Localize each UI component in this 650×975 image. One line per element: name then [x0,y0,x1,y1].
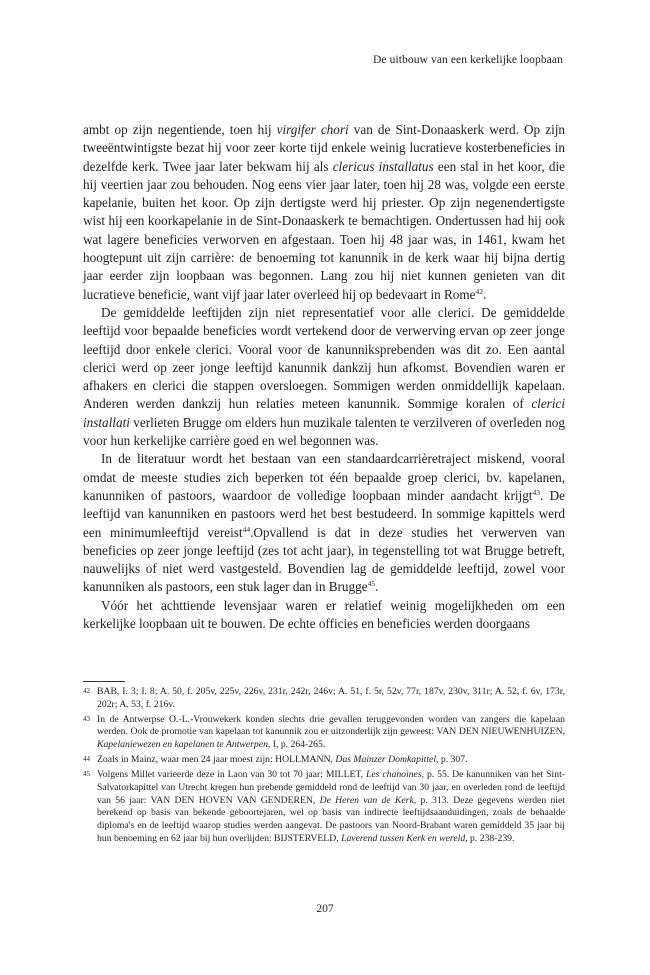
footnote-divider [83,681,125,682]
footnote-title: Laverend tussen Kerk en wereld [341,832,466,844]
footnote-text: , p. 313. Deze gegevens werden niet berekend op basis van bekende geboortejaren, wel op basis van indirecte leeftijdsaanduidingen, zoals de behaalde diploma's en de leeftijd waarop studies werden aangevat. De pastoors van Noord-Brabant waren gemiddeld 35 jaar bij hun benoeming en 62 jaar bij hun overlijden: BIJSTERVELD, [97,794,565,844]
footnote-text: Volgens Millet varieerde deze in Laon van 30 tot 70 jaar: MILLET, [97,769,366,781]
footnote-title: Das Mainzer Domkapittel [335,754,437,766]
italic-term: clerici installati [83,396,565,430]
paragraph-3 [83,450,565,596]
footnote-number: 45 [83,770,90,779]
text-segment: een stal in het koor, die hij veertien jaar zou behouden. Nog eens vier jaar later, toen hij 28 was, volgde een eerste kapelanie, buiten het koor. Op zijn dertigste werd hij priester. Op zijn negenendertigste wist hij een koorkapelanie in de Sint-Donaaskerk te bemachtigen. Ondertussen had hij ook wat lagere beneficies verworven en afgestaan. Toen hij 48 jaar was, in 1461, kwam het hoogtepunt uit zijn carrière: de benoeming tot kanunnik in de kerk waar hij bijna dertig jaar eerder zijn loopbaan was begonnen. Lang zou hij niet kunnen genieten van dit lucratieve beneficie, want vijf jaar later overleed hij op bedevaart in Rome [83,158,565,302]
page-number: 207 [316,903,334,915]
footnote-title: De Heren van de Kerk [319,794,414,806]
footnote-title: Kapelaniewezen en kapelanen te Antwerpen [97,739,268,751]
text-segment: .Opvallend is dat in deze studies het verwerven van beneficies op zeer jonge leeftijd (zes tot acht jaar), in tegenstelling tot wat Brugge betreft, nauwelijks of niet werd vastgesteld. Bovendien lag de gemiddelde leeftijd, zowel voor kanunniken als pastoors, een stuk lager dan in Brugge [83,524,565,595]
footnote-text: , I, p. 264-265. [267,739,326,751]
text-segment: In de literatuur wordt het bestaan van een standaardcarrièretraject miskend, vooral omdat de meeste studies zich beperken tot één bepaalde groep clerici, bv. kapelanen, kanunniken of pastoors, waardoor de volledige loopbaan minder aandacht krijgt [83,451,565,503]
footnote-title: Les chanoines [365,769,422,781]
text-segment: verlieten Brugge om elders hun muzikale talenten te verzilveren of overleden nog voor hun kerkelijke carrière goed en wel begonnen was. [83,414,565,449]
paragraph-2 [83,304,565,450]
text-segment: . [375,579,379,595]
text-segment: . De leeftijd van kanunniken en pastoors werd het best bestudeerd. In sommige kapittels werd een minimumleeftijd vereist [83,487,565,540]
footnote-ref-45[interactable]: 45 [367,579,376,589]
paragraph-1 [83,121,565,304]
footnote-text: BAB, I. 3; I. 8; A. 50, f. 205v, 225v, 226v, 231r, 242r, 246v; A. 51, f. 5r, 52v, 77r, 187v, 230v, 311r; A. 52, f. 6v, 173r, 202r; A. 53, f. 216v. [97,686,565,710]
text-segment: Vóór het achttiende levensjaar waren er relatief weinig mogelijkheden om een kerkelijke loopbaan uit te bouwen. De echte officies en beneficies werden doorgaans [83,597,565,632]
footnote-ref-42[interactable]: 42 [475,286,484,296]
footnote-45 [83,769,565,845]
italic-term: virgifer chori [276,122,349,137]
footnote-ref-43[interactable]: 43 [532,487,540,497]
footnote-42 [83,686,565,711]
footnote-text: Zoals in Mainz, waar men 24 jaar moest zijn: HOLLMANN, [97,754,336,766]
paragraph-4 [83,597,565,634]
body-text [83,121,565,633]
text-segment: van de Sint-Donaaskerk werd. Op zijn tweeëntwintigste bezat hij voor zeer korte tijd enkele weinig lucratieve kosterbeneficies in dezelfde kerk. Twee jaar later bekwam hij als [83,122,565,174]
footnote-number: 44 [83,755,90,764]
text-segment: De gemiddelde leeftijden zijn niet representatief voor alle clerici. De gemiddelde leeftijd voor bepaalde beneficies wordt vertekend door de verwerving ervan op zeer jonge leeftijd door enkele clerici. Vooral voor de kanunniksprebenden was dit zo. Een aantal clerici werd op zeer jonge leeftijd kanunnik dankzij hun afkomst. Bovendien waren er afhakers en clerici die stappen oversloegen. Sommigen werden onmiddellijk kapelaan. Anderen werden dankzij hun relaties meteen kanunnik. Sommige koralen of [83,304,565,412]
footnote-text: In de Antwerpse O.-L.-Vrouwekerk konden slechts drie gevallen teruggevonden worden van zangers die kapelaan werden. Ook de promotie van kapelaan tot kanunnik zou er uitzonderlijk zijn geweest: VAN DEN NIEUWENHUIZEN, [97,713,565,738]
footnote-44 [83,754,565,767]
footnote-ref-44[interactable]: 44 [242,524,251,534]
footnote-text: , p. 307. [436,754,468,766]
text-segment: . [483,286,487,302]
footnote-number: 43 [83,714,90,723]
footnote-text: , p. 55. De kanunniken van het Sint-Salvatorkapittel van Utrecht kregen hun prebende gemiddeld rond de leeftijd van 30 jaar, en overleden rond de leeftijd van 56 jaar: VAN DEN HOVEN VAN GENDEREN, [97,769,565,806]
footnote-43 [83,714,565,752]
footnote-text: , p. 238-239. [465,832,515,844]
footnote-number: 42 [83,687,90,695]
italic-term: clericus installatus [332,158,434,174]
text-segment: ambt op zijn negentiende, toen hij [83,122,277,137]
footnotes [83,686,565,848]
running-head: De uitbouw van een kerkelijke loopbaan [373,54,563,66]
